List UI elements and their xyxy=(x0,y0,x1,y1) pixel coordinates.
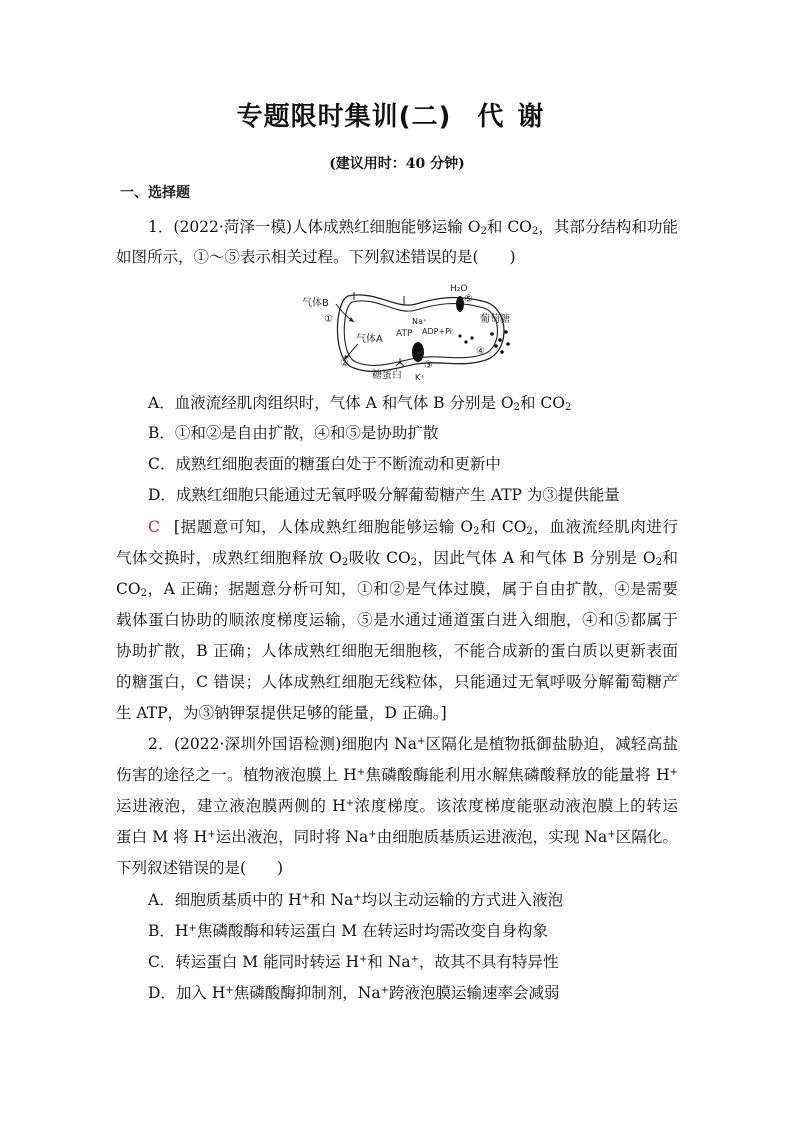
q2-option-d: D．加入 H+焦磷酸酶抑制剂，Na+跨液泡膜运输速率会减弱 xyxy=(148,984,560,1002)
red-blood-cell-diagram xyxy=(296,282,522,386)
label-adp: ADP+Pi xyxy=(422,327,453,336)
label-gas-b: 气体B xyxy=(302,298,329,309)
label-atp: ATP xyxy=(396,329,413,339)
q1-option-a: A．血液流经肌肉组织时，气体 A 和气体 B 分别是 $O_2$和 $CO_2$ xyxy=(148,394,572,413)
q2-stem-line2: 伤害的途径之一。植物液泡膜上 H+焦磷酸酶能利用水解焦磷酸释放的能量将 H+ xyxy=(116,766,678,784)
suggested-time: (建议用时：40 分钟) xyxy=(329,156,465,172)
q1-explanation-line4: 载体蛋白协助的顺浓度梯度运输，⑤是水通过通道蛋白进入细胞，④和⑤都属于 xyxy=(116,611,678,629)
q1-explanation-line1: C [据题意可知，人体成熟红细胞能够运输 $O_2$和 $CO_2$，血液流经肌肉进行 xyxy=(148,518,678,537)
q1-explanation-line6: 的糖蛋白，C 错误；人体成熟红细胞无线粒体，只能通过无氧呼吸分解葡萄糖产 xyxy=(116,673,678,691)
page-title xyxy=(0,96,794,133)
label-water: H₂O xyxy=(450,284,468,294)
q1-option-d: D．成熟红细胞只能通过无氧呼吸分解葡萄糖产生 ATP 为③提供能量 xyxy=(148,486,620,504)
q2-option-a: A．细胞质基质中的 H+和 Na+均以主动运输的方式进入液泡 xyxy=(148,891,564,909)
q1-explanation-line3: $CO_2$，A 正确；据题意分析可知，①和②是气体过膜，属于自由扩散，④是需要 xyxy=(116,580,678,599)
label-k: K⁺ xyxy=(415,373,425,382)
q1-option-b: B．①和②是自由扩散，④和⑤是协助扩散 xyxy=(148,424,439,442)
q2-option-b: B．H+焦磷酸酶和转运蛋白 M 在转运时均需改变自身构象 xyxy=(148,922,549,940)
q1-explanation-line5: 协助扩散，B 正确；人体成熟红细胞无细胞核，不能合成新的蛋白质以更新表面 xyxy=(116,642,678,660)
section-heading: 一、选择题 xyxy=(120,185,190,201)
water-channel xyxy=(456,296,464,312)
label-glucose: 葡萄糖 xyxy=(480,314,510,325)
q1-explanation-line7: 生 ATP，为③钠钾泵提供足够的能量，D 正确。] xyxy=(116,704,447,722)
q1-option-c: C．成熟红细胞表面的糖蛋白处于不断流动和更新中 xyxy=(148,455,501,473)
label-process-3: ③ xyxy=(424,360,433,371)
q1-stem-line2: 如图所示，①～⑤表示相关过程。下列叙述错误的是( ) xyxy=(116,248,516,266)
q2-stem-line3: 运进液泡，建立液泡膜两侧的 H+浓度梯度。该浓度梯度能驱动液泡膜上的转运 xyxy=(116,797,678,815)
q2-option-c: C．转运蛋白 M 能同时转运 H+和 Na+，故其不具有特异性 xyxy=(148,953,559,971)
na-k-pump xyxy=(412,342,424,362)
label-process-4: ④ xyxy=(476,346,485,357)
q1-explanation-line2: 气体交换时，成熟红细胞释放 $O_2$吸收 $CO_2$，因此气体 A 和气体 B 分别是 $O_2$和 xyxy=(116,549,678,568)
label-na: Na⁺ xyxy=(412,317,428,326)
q2-stem-line4: 蛋白 M 将 H+运出液泡，同时将 Na+由细胞质基质运进液泡，实现 Na+区隔化。 xyxy=(116,828,678,846)
label-gas-a: 气体A xyxy=(356,334,383,345)
q1-answer: C xyxy=(148,518,160,536)
title-main: 专题限时集训(二) xyxy=(236,102,452,132)
q1-stem-line1: 1．(2022·菏泽一模)人体成熟红细胞能够运输 $O_2$和 $CO_2$，其部分结构和功能 xyxy=(148,218,678,237)
label-process-5: ⑤ xyxy=(464,294,473,305)
label-process-2: ② xyxy=(340,358,349,369)
label-glycoprotein: 糖蛋白 xyxy=(372,370,402,381)
title-topic: 代谢 xyxy=(477,102,558,132)
q2-stem-line1: 2．(2022·深圳外国语检测)细胞内 Na+区隔化是植物抵御盐胁迫，减轻高盐 xyxy=(148,735,678,753)
q2-stem-line5: 下列叙述错误的是( ) xyxy=(116,859,284,877)
label-process-1: ① xyxy=(324,314,333,325)
